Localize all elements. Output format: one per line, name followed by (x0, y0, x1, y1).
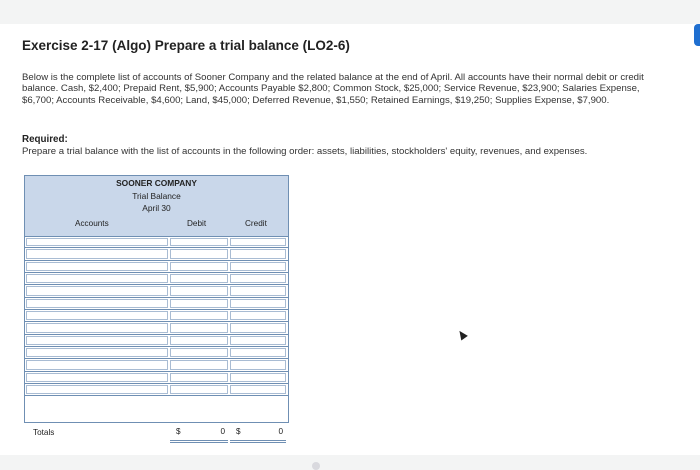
accounts-column-header: Accounts (75, 219, 109, 228)
credit-input[interactable] (230, 299, 286, 308)
totals-label: Totals (33, 428, 55, 437)
side-tab[interactable] (694, 24, 700, 46)
debit-input[interactable] (170, 286, 228, 295)
statement-date: April 30 (142, 203, 171, 213)
debit-input[interactable] (170, 323, 228, 332)
trial-balance-header (25, 176, 288, 236)
account-select[interactable] (26, 311, 168, 320)
debit-total-cell (170, 425, 228, 443)
debit-input[interactable] (170, 360, 228, 369)
credit-input[interactable] (230, 323, 286, 332)
totals-row (25, 422, 288, 444)
company-name: SOONER COMPANY (116, 178, 197, 188)
table-row (25, 335, 288, 347)
credit-currency: $ (236, 427, 241, 436)
exercise-card (0, 24, 700, 455)
credit-input[interactable] (230, 360, 286, 369)
account-select[interactable] (26, 360, 168, 369)
debit-input[interactable] (170, 348, 228, 357)
account-select[interactable] (26, 323, 168, 332)
account-select[interactable] (26, 286, 168, 295)
debit-input[interactable] (170, 311, 228, 320)
account-select[interactable] (26, 249, 168, 258)
debit-input[interactable] (170, 262, 228, 271)
account-select[interactable] (26, 385, 168, 394)
required-heading: Required: (22, 134, 68, 145)
table-row (25, 310, 288, 322)
table-row (25, 347, 288, 359)
table-row (25, 322, 288, 334)
debit-input[interactable] (170, 249, 228, 258)
statement-title: Trial Balance (132, 191, 181, 201)
account-select[interactable] (26, 262, 168, 271)
trial-balance-table (24, 175, 289, 437)
debit-total: 0 (220, 427, 225, 436)
account-select[interactable] (26, 238, 168, 246)
scroll-dot-icon (312, 462, 320, 470)
account-select[interactable] (26, 299, 168, 308)
required-instructions: Prepare a trial balance with the list of accounts in the following order: assets, liabilities, stockholders' equity, revenues, and expenses. (22, 146, 588, 157)
debit-input[interactable] (170, 373, 228, 382)
credit-input[interactable] (230, 385, 286, 394)
debit-input[interactable] (170, 274, 228, 283)
account-select[interactable] (26, 348, 168, 357)
exercise-description: Below is the complete list of accounts of Sooner Company and the related balance at the end of April. All accounts have their normal debit or credit balance. Cash, $2,400; Prepaid Rent, $5,900; Accounts Payable $2,800; Common Stock, $25,000; Service Revenue, $23,900; Salaries Expense, $6,700; Accounts Receivable, $4,600; Land, $45,000; Deferred Revenue, $1,550; Retained Earnings, $19,250; Supplies Expense, $7,900. (22, 72, 644, 106)
account-select[interactable] (26, 274, 168, 283)
exercise-title: Exercise 2-17 (Algo) Prepare a trial balance (LO2-6) (22, 38, 350, 53)
table-row (25, 285, 288, 297)
credit-input[interactable] (230, 373, 286, 382)
table-row (25, 248, 288, 260)
mouse-cursor-icon (456, 329, 468, 341)
table-row (25, 359, 288, 371)
account-select[interactable] (26, 336, 168, 345)
debit-input[interactable] (170, 299, 228, 308)
credit-input[interactable] (230, 336, 286, 345)
credit-input[interactable] (230, 274, 286, 283)
credit-column-header: Credit (245, 219, 267, 228)
debit-input[interactable] (170, 336, 228, 345)
debit-column-header: Debit (187, 219, 207, 228)
entry-rows (25, 236, 288, 396)
debit-input[interactable] (170, 385, 228, 394)
credit-input[interactable] (230, 249, 286, 258)
credit-input[interactable] (230, 262, 286, 271)
table-row (25, 372, 288, 384)
debit-currency: $ (176, 427, 181, 436)
credit-input[interactable] (230, 238, 286, 246)
table-row (25, 298, 288, 310)
table-row (25, 236, 288, 248)
debit-input[interactable] (170, 238, 228, 246)
account-select[interactable] (26, 373, 168, 382)
credit-total-cell (230, 425, 286, 443)
credit-input[interactable] (230, 286, 286, 295)
table-row (25, 273, 288, 285)
credit-total: 0 (278, 427, 283, 436)
table-row (25, 261, 288, 273)
credit-input[interactable] (230, 348, 286, 357)
credit-input[interactable] (230, 311, 286, 320)
table-row (25, 384, 288, 396)
